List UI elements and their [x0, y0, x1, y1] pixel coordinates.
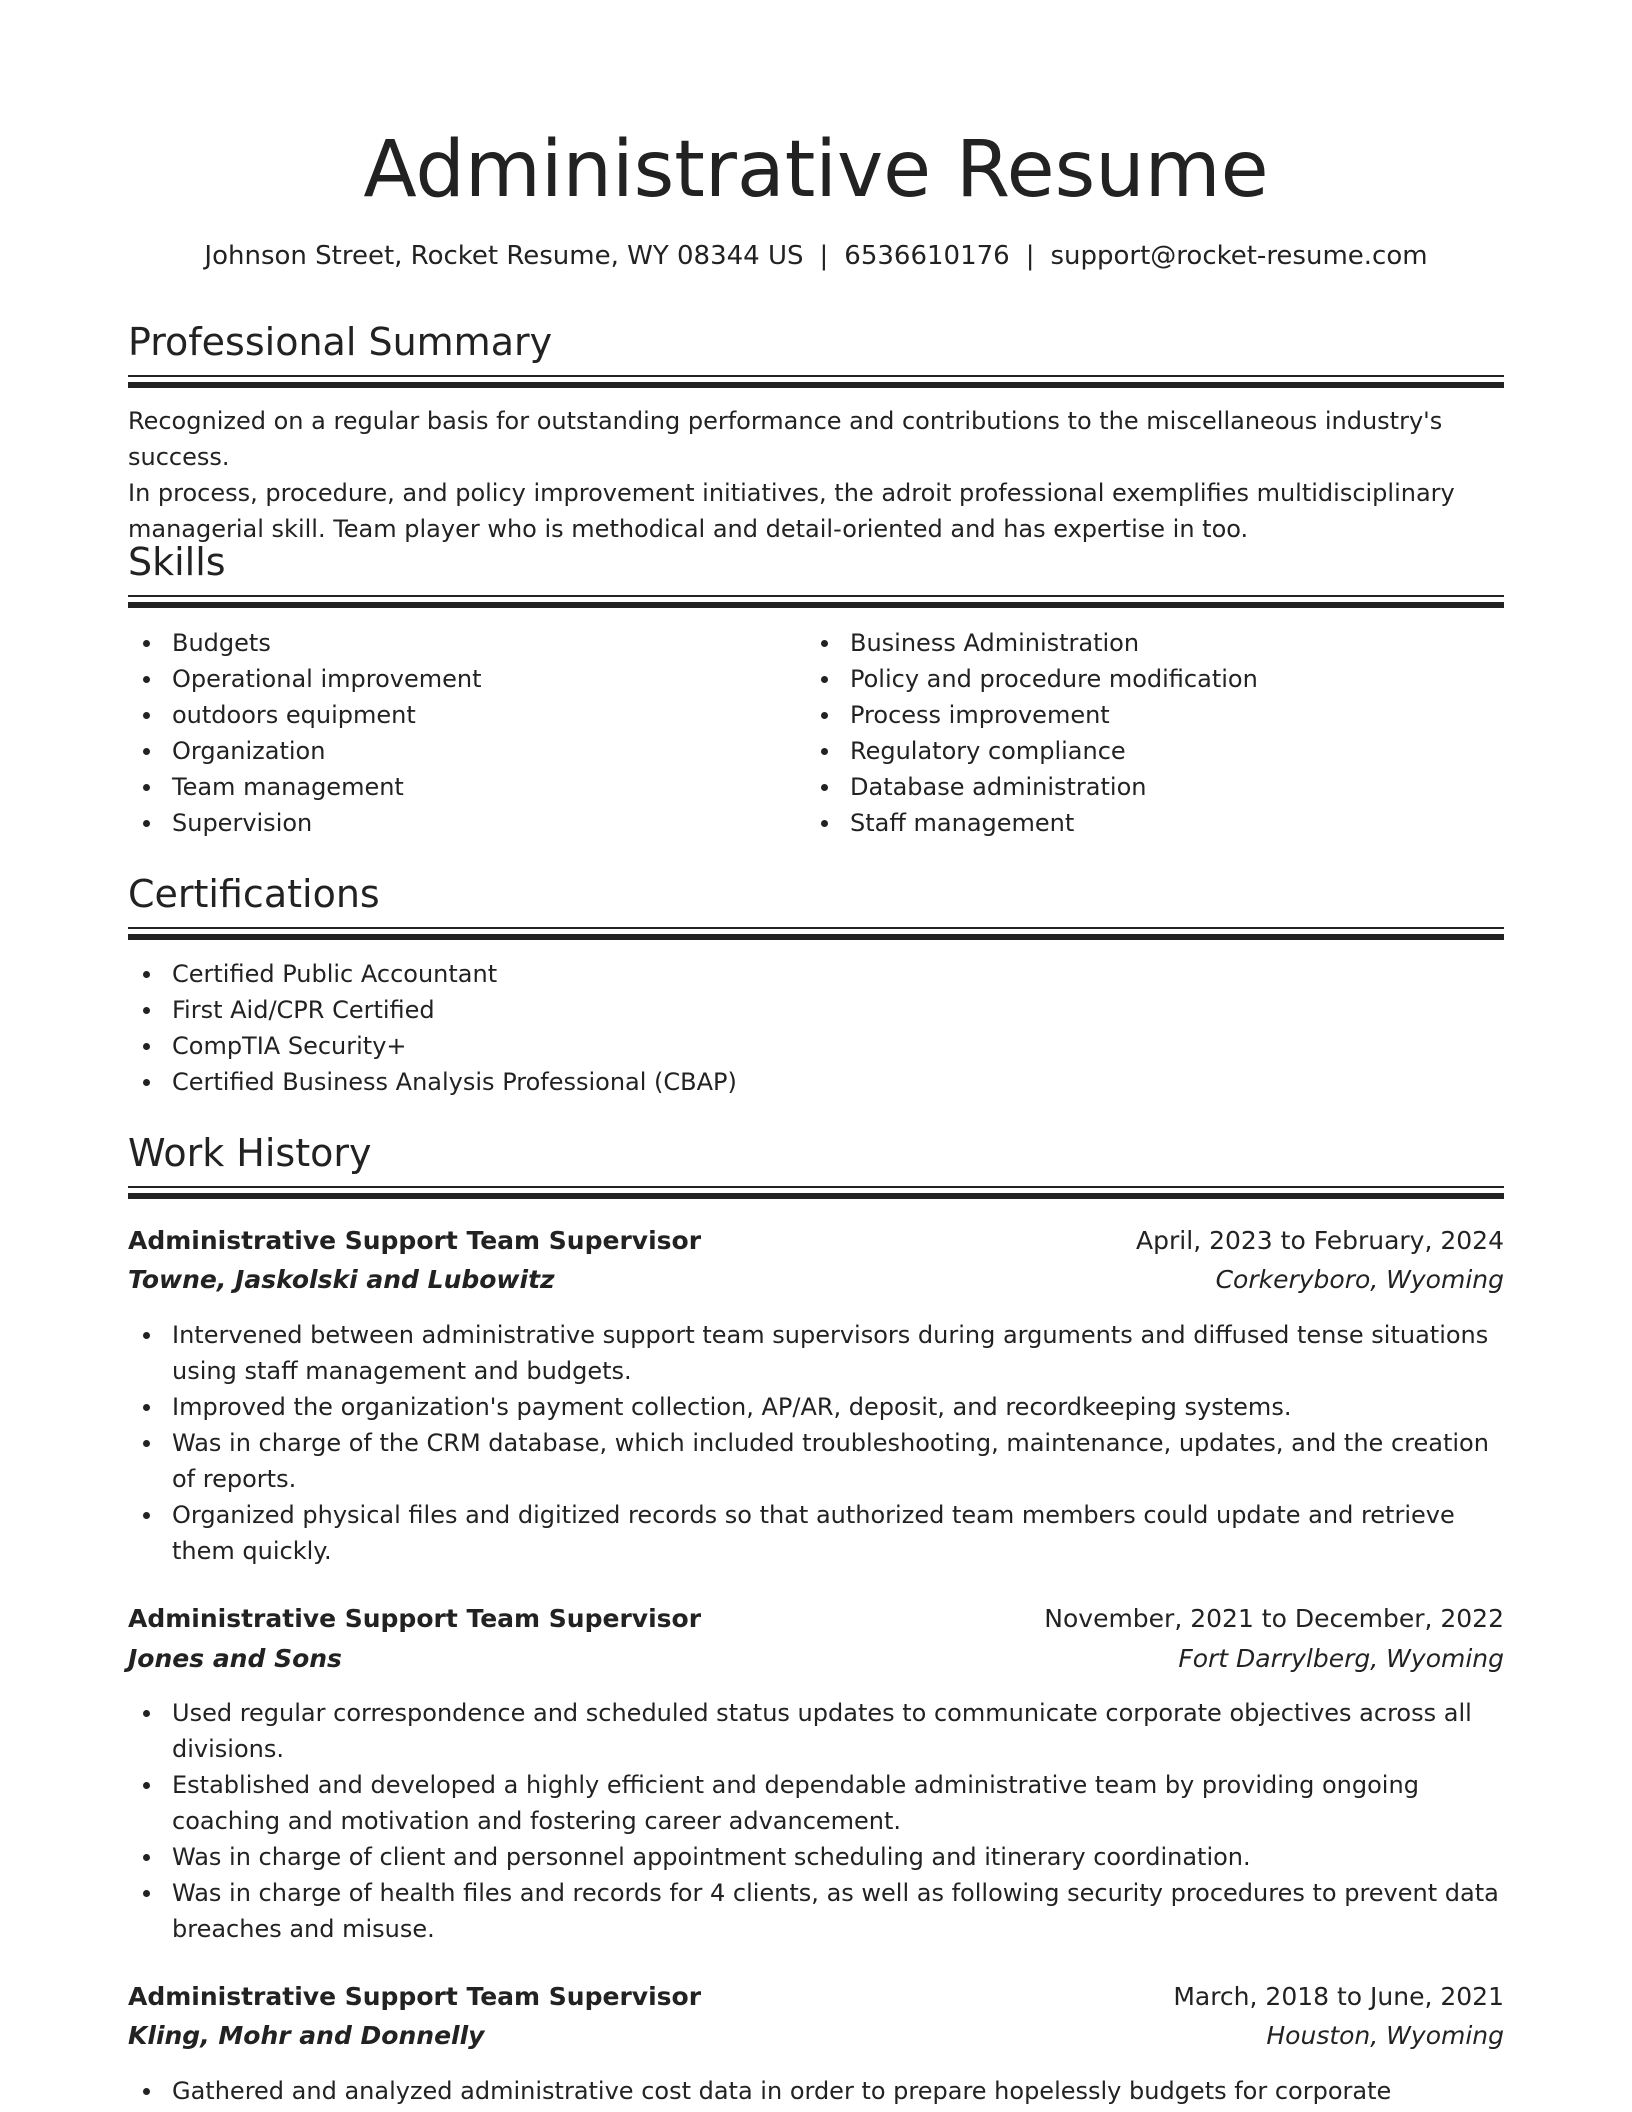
contact-address: Johnson Street, Rocket Resume, WY 08344 US — [204, 241, 804, 271]
list-item: Intervened between administrative support team supervisors during arguments and diffused tense situations using staff management and budgets. — [128, 1317, 1504, 1389]
job-company: Kling, Mohr and Donnelly — [128, 2021, 485, 2050]
job-dates: April, 2023 to February, 2024 — [1136, 1226, 1504, 1255]
job-dates: March, 2018 to June, 2021 — [1173, 1982, 1504, 2011]
job-company: Jones and Sons — [128, 1644, 342, 1673]
section-title-professional-summary: Professional Summary — [128, 320, 553, 364]
skills-list-left — [128, 625, 788, 841]
list-item: Certified Business Analysis Professional (CBAP) — [128, 1064, 1504, 1100]
list-item: Used regular correspondence and scheduled status updates to communicate corporate objectives across all divisions. — [128, 1695, 1504, 1767]
contact-separator: | — [1025, 241, 1035, 271]
section-divider — [128, 375, 1504, 391]
resume-title: Administrative Resume — [363, 125, 1269, 215]
contact-separator: | — [819, 241, 829, 271]
job-dates: November, 2021 to December, 2022 — [1044, 1604, 1504, 1633]
section-divider — [128, 1186, 1504, 1202]
job-title: Administrative Support Team Supervisor — [128, 1604, 702, 1633]
list-item: Was in charge of client and personnel appointment scheduling and itinerary coordination. — [128, 1839, 1504, 1875]
section-title-skills: Skills — [128, 540, 226, 584]
list-item: outdoors equipment — [128, 697, 788, 733]
job-location: Fort Darrylberg, Wyoming — [1178, 1644, 1504, 1673]
summary-line: In process, procedure, and policy improvement initiatives, the adroit professional exemplifies multidisciplinary — [128, 479, 1455, 507]
summary-line: Recognized on a regular basis for outstanding performance and contributions to the miscellaneous industry's success. — [128, 407, 1443, 471]
section-title-work-history: Work History — [128, 1131, 372, 1175]
job-duties-list — [128, 2073, 1504, 2109]
summary-text — [128, 403, 1504, 547]
list-item: CompTIA Security+ — [128, 1028, 1504, 1064]
section-title-certifications: Certifications — [128, 872, 380, 916]
contact-email[interactable]: support@rocket-resume.com — [1050, 241, 1428, 271]
list-item: Supervision — [128, 805, 788, 841]
job-company: Towne, Jaskolski and Lubowitz — [128, 1265, 555, 1294]
list-item: Improved the organization's payment collection, AP/AR, deposit, and recordkeeping systems. — [128, 1389, 1504, 1425]
job-location: Corkeryboro, Wyoming — [1215, 1265, 1504, 1294]
job-title: Administrative Support Team Supervisor — [128, 1982, 702, 2011]
list-item: Established and developed a highly efficient and dependable administrative team by providing ongoing coaching and motivation and fostering career advancement. — [128, 1767, 1504, 1839]
list-item: Policy and procedure modification — [806, 661, 1504, 697]
list-item: Team management — [128, 769, 788, 805]
section-divider — [128, 927, 1504, 943]
list-item: First Aid/CPR Certified — [128, 992, 1504, 1028]
list-item: Organization — [128, 733, 788, 769]
job-title: Administrative Support Team Supervisor — [128, 1226, 702, 1255]
contact-line — [128, 236, 1504, 276]
list-item: Business Administration — [806, 625, 1504, 661]
section-divider — [128, 595, 1504, 611]
list-item: Was in charge of the CRM database, which included troubleshooting, maintenance, updates, and the creation of reports. — [128, 1425, 1504, 1497]
contact-phone: 6536610176 — [844, 241, 1010, 271]
skills-list-right — [806, 625, 1504, 841]
list-item: Certified Public Accountant — [128, 956, 1504, 992]
list-item: Regulatory compliance — [806, 733, 1504, 769]
job-duties-list — [128, 1317, 1504, 1569]
list-item: Database administration — [806, 769, 1504, 805]
job-duties-list — [128, 1695, 1504, 1947]
list-item: Operational improvement — [128, 661, 788, 697]
list-item: Budgets — [128, 625, 788, 661]
summary-line: managerial skill. Team player who is methodical and detail-oriented and has expertise in too. — [128, 515, 1249, 543]
list-item: Was in charge of health files and records for 4 clients, as well as following security procedures to prevent data breaches and misuse. — [128, 1875, 1504, 1947]
list-item: Process improvement — [806, 697, 1504, 733]
job-location: Houston, Wyoming — [1266, 2021, 1504, 2050]
list-item: Organized physical files and digitized records so that authorized team members could update and retrieve them quickly. — [128, 1497, 1504, 1569]
list-item: Staff management — [806, 805, 1504, 841]
list-item: Gathered and analyzed administrative cost data in order to prepare hopelessly budgets for corporate — [128, 2073, 1504, 2109]
certifications-list — [128, 956, 1504, 1100]
